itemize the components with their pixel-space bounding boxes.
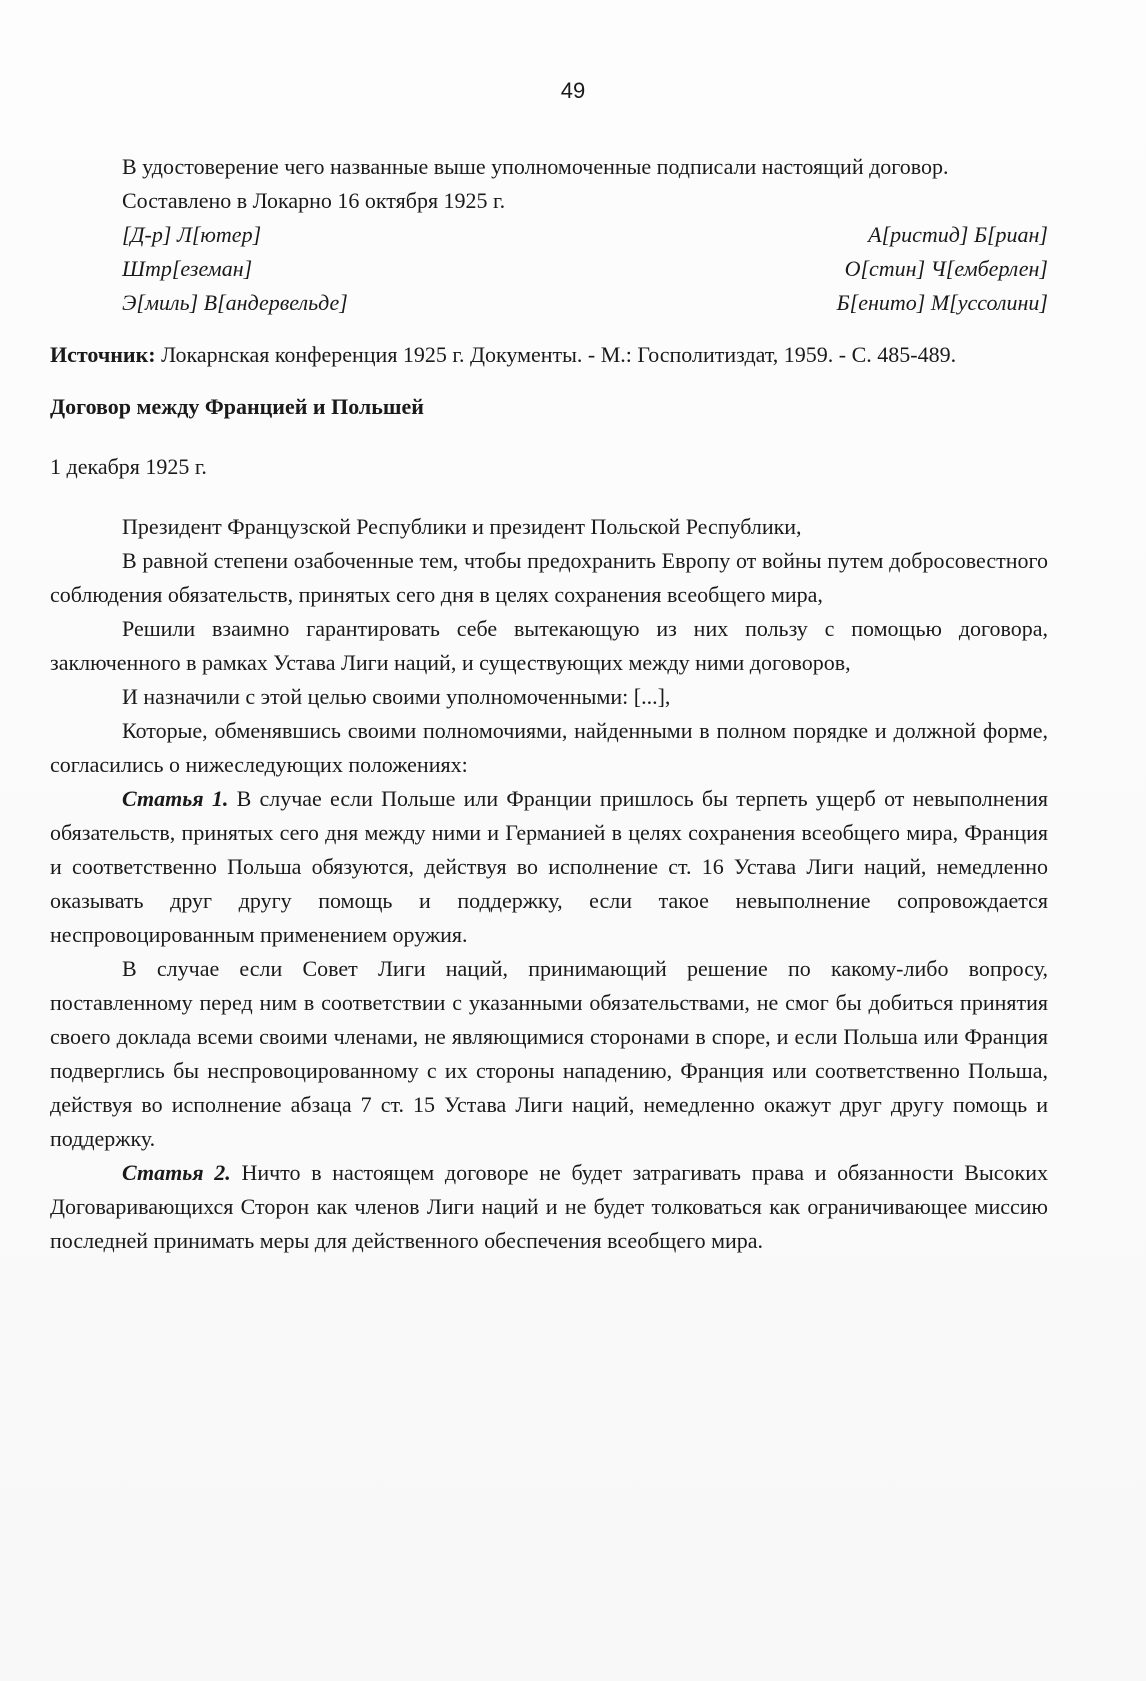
signature-row xyxy=(50,218,1048,252)
place-date-line: Составлено в Локарно 16 октября 1925 г. xyxy=(122,188,506,213)
certification-paragraph: В удостоверение чего названные выше уполномоченные подписали настоящий договор. xyxy=(122,154,949,179)
article-1-text: В случае если Польше или Франции пришлось бы терпеть ущерб от невыполнения обязательств, принятых сего дня между ними и Германией в целях сохранения всеобщего мира, Франция и соответственно Польша обязуются, действуя во исполнение ст. 16 Устава Лиги наций, немедленно оказывать друг другу помощь и поддержку, если такое невыполнение сопровождается неспровоцированным применением оружия. xyxy=(50,786,1048,947)
article-2-label: Статья 2. xyxy=(122,1160,231,1185)
article-1-paragraph xyxy=(50,782,1048,952)
preamble-paragraph: Решили взаимно гарантировать себе вытекающую из них пользу с помощью договора, заключенного в рамках Устава Лиги наций, и существующих между ними договоров, xyxy=(50,616,1048,675)
treaty-title: Договор между Францией и Польшей xyxy=(50,394,424,419)
signature-stresemann: Штр[еземан] xyxy=(122,256,253,281)
preamble-paragraph: В равной степени озабоченные тем, чтобы предохранить Европу от войны путем добросовестного соблюдения обязательств, принятых сего дня в целях сохранения всеобщего мира, xyxy=(50,548,1048,607)
article-2-text: Ничто в настоящем договоре не будет затрагивать права и обязанности Высоких Договаривающихся Сторон как членов Лиги наций и не будет толковаться как ограничивающее миссию последней принимать меры для действенного обеспечения всеобщего мира. xyxy=(50,1160,1048,1253)
page-number: 49 xyxy=(560,78,586,103)
source-citation xyxy=(50,338,1048,372)
signature-luther: [Д-р] Л[ютер] xyxy=(122,222,262,247)
signature-chamberlain: О[стин] Ч[емберлен] xyxy=(844,256,1048,281)
article-1-label: Статья 1. xyxy=(122,786,229,811)
signature-row xyxy=(50,252,1048,286)
signature-vandervelde: Э[миль] В[андервельде] xyxy=(122,290,348,315)
treaty-date: 1 декабря 1925 г. xyxy=(50,454,207,479)
signature-briand: А[ристид] Б[риан] xyxy=(868,222,1048,247)
signature-mussolini: Б[енито] М[уссолини] xyxy=(836,290,1048,315)
preamble-paragraph: Президент Французской Республики и президент Польской Республики, xyxy=(122,514,802,539)
article-2-paragraph xyxy=(50,1156,1048,1258)
page-content xyxy=(50,150,1048,1258)
signature-row xyxy=(50,286,1048,320)
article-1-continued: В случае если Совет Лиги наций, принимающий решение по какому-либо вопросу, поставленному перед ним в соответствии с указанными обязательствами, не смог бы добиться принятия своего доклада всеми своими членами, не являющимися сторонами в споре, и если Польша или Франция подверглись бы неспровоцированному с их стороны нападению, Франция или соответственно Польша, действуя во исполнение абзаца 7 ст. 15 Устава Лиги наций, немедленно окажут друг другу помощь и поддержку. xyxy=(50,956,1048,1151)
preamble-paragraph: Которые, обменявшись своими полномочиями, найденными в полном порядке и должной форме, согласились о нижеследующих положениях: xyxy=(50,718,1048,777)
source-text: Локарнская конференция 1925 г. Документы. - М.: Госполитиздат, 1959. - С. 485-489. xyxy=(155,342,957,367)
source-label: Источник: xyxy=(50,342,156,367)
preamble-paragraph: И назначили с этой целью своими уполномоченными: [...], xyxy=(122,684,671,709)
